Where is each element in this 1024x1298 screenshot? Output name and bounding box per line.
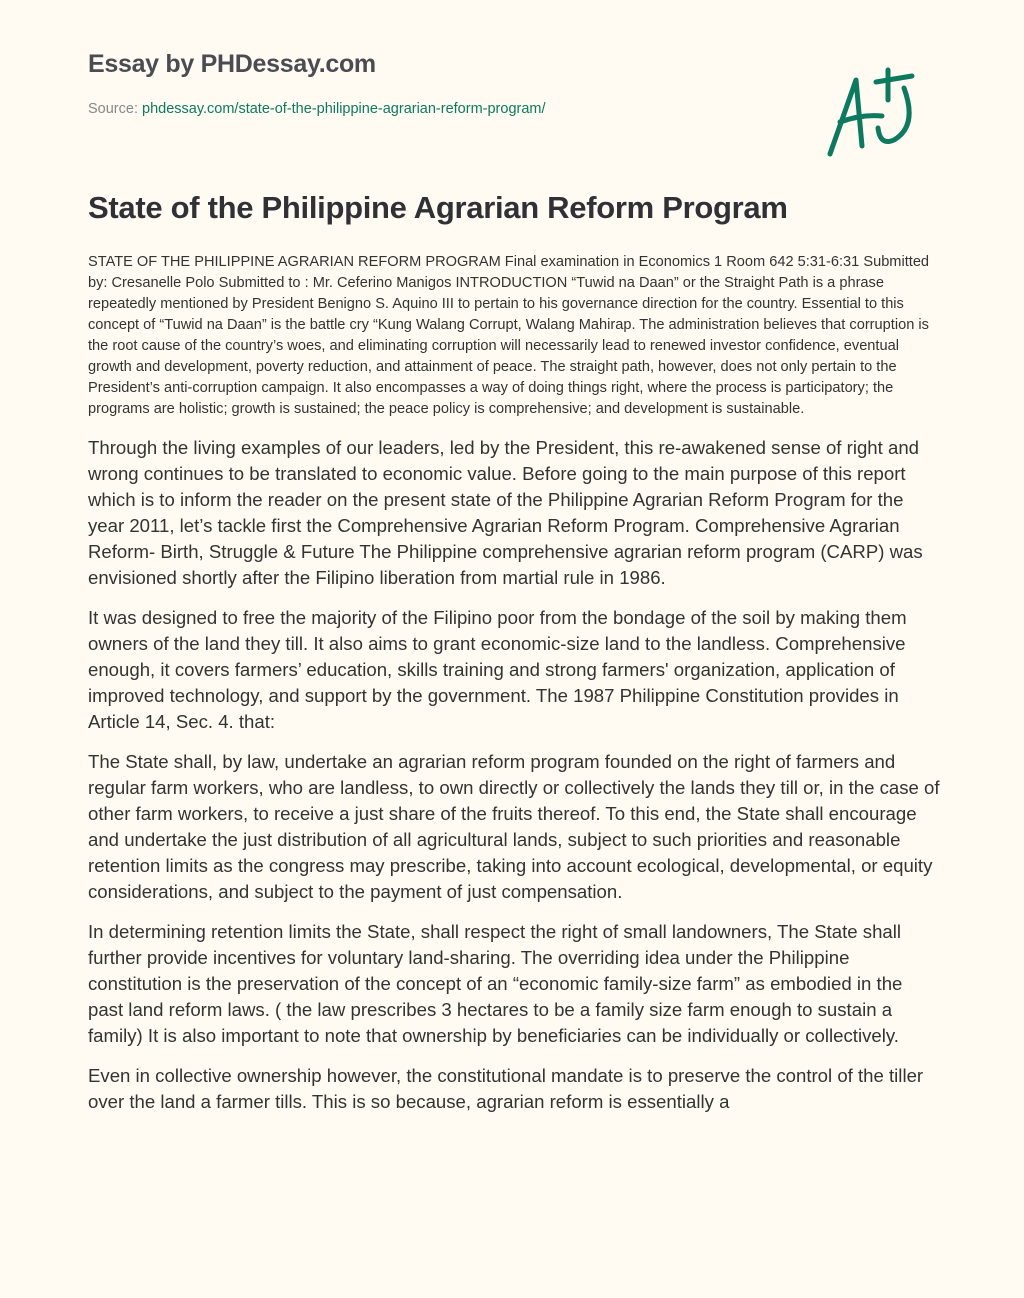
paragraph: In determining retention limits the State, shall respect the right of small landowners, The State shall further provide incentives for voluntary land-sharing. The overriding idea under the Philippine constitution is the preservation of the concept of an “economic family-size farm” as embodied in the past land reform laws. ( the law prescribes 3 hectares to be a family size farm enough to sustain a family) It is also important to note that ownership by beneficiaries can be individually or collectively. bbox=[88, 921, 903, 1046]
intro-paragraph: STATE OF THE PHILIPPINE AGRARIAN REFORM PROGRAM Final examination in Economics 1 Room 642 5:31-6:31 Submitted by: Cresanelle Polo Submitted to : Mr. Ceferino Manigos INTRODUCTION “Tuwid na Daan” or the Straight Path is a phrase repeatedly mentioned by President Benigno S. Aquino III to pertain to his governance direction for the country. Essential to this concept of “Tuwid na Daan” is the battle cry “Kung Walang Corrupt, Walang Mahirap. The administration believes that corruption is the root cause of the country’s woes, and eliminating corruption will necessarily lead to renewed investor confidence, eventual growth and development, poverty reduction, and attainment of peace. The straight path, however, does not only pertain to the President’s anti-corruption campaign. It also encompasses a way of doing things right, where the process is participatory; the programs are holistic; growth is sustained; the peace policy is comprehensive; and development is sustainable. bbox=[88, 254, 930, 417]
source-line bbox=[88, 101, 546, 117]
paragraph: Even in collective ownership however, the constitutional mandate is to preserve the control of the tiller over the land a farmer tills. This is so because, agrarian reform is essentially a bbox=[88, 1065, 924, 1112]
paragraph: It was designed to free the majority of the Filipino poor from the bondage of the soil by making them owners of the land they till. It also aims to grant economic-size land to the landless. Comprehensive enough, it covers farmers’ education, skills training and strong farmers' organization, application of improved technology, and support by the government. The 1987 Philippine Constitution provides in Article 14, Sec. 4. that: bbox=[88, 607, 907, 732]
a-plus-logo-icon bbox=[822, 66, 928, 162]
source-label: Source: bbox=[88, 101, 138, 117]
page-title: State of the Philippine Agrarian Reform Program bbox=[88, 190, 788, 225]
source-link[interactable]: phdessay.com/state-of-the-philippine-agrarian-reform-program/ bbox=[142, 101, 546, 117]
paragraph: The State shall, by law, undertake an agrarian reform program founded on the right of farmers and regular farm workers, who are landless, to own directly or collectively the lands they till or, in the case of other farm workers, to receive a just share of the fruits thereof. To this end, the State shall encourage and undertake the just distribution of all agricultural lands, subject to such priorities and reasonable retention limits as the congress may prescribe, taking into account ecological, developmental, or equity considerations, and subject to the payment of just compensation. bbox=[88, 751, 940, 902]
essay-body bbox=[88, 252, 940, 1129]
site-brand: Essay by PHDessay.com bbox=[88, 50, 376, 78]
paragraph: Through the living examples of our leaders, led by the President, this re-awakened sense of right and wrong continues to be translated to economic value. Before going to the main purpose of this report which is to inform the reader on the present state of the Philippine Agrarian Reform Program for the year 2011, let’s tackle first the Comprehensive Agrarian Reform Program. Comprehensive Agrarian Reform- Birth, Struggle & Future The Philippine comprehensive agrarian reform program (CARP) was envisioned shortly after the Filipino liberation from martial rule in 1986. bbox=[88, 437, 923, 588]
